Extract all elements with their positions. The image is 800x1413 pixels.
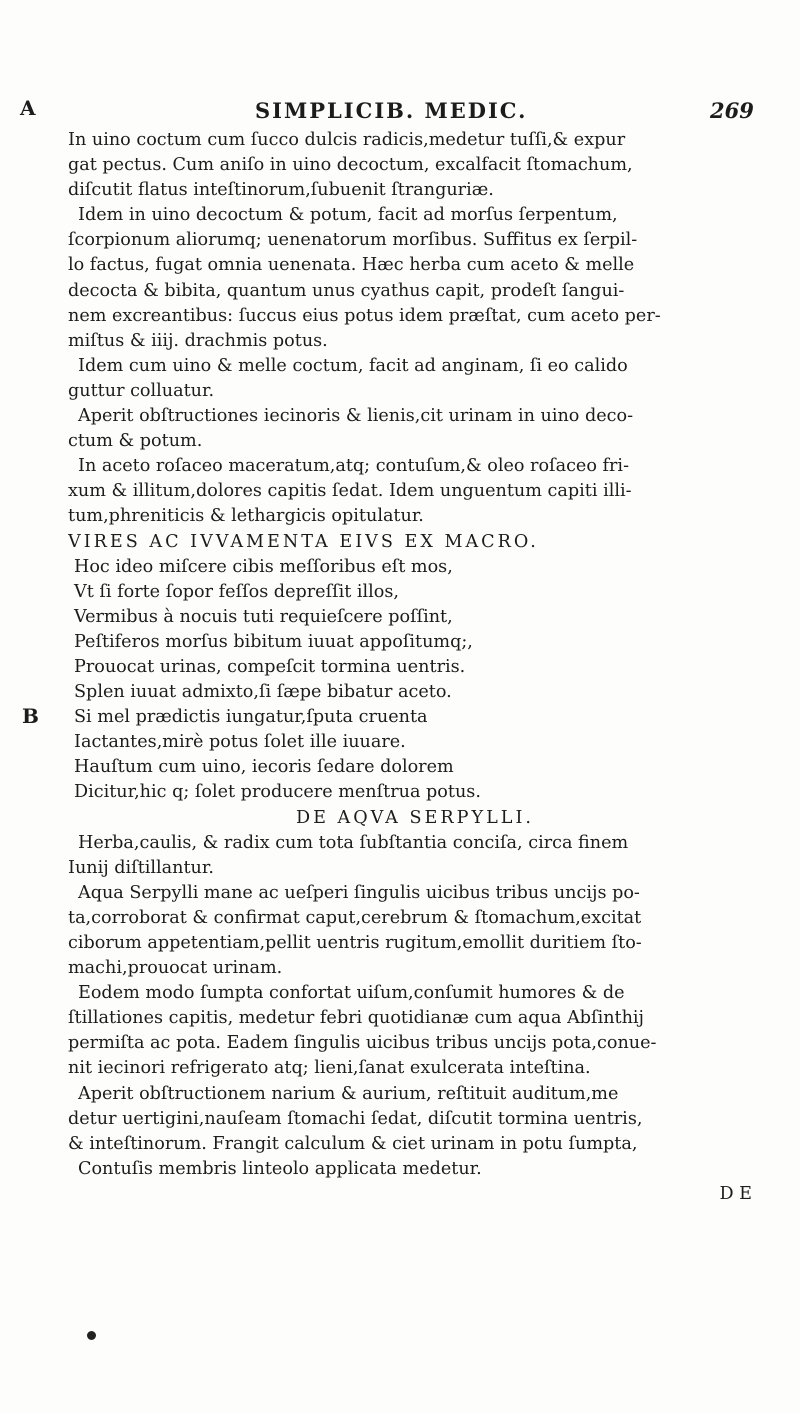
text-line: In aceto roſaceo maceratum,atq; contuſum,& oleo roſaceo fri- [78,456,630,477]
text-line: nem excreantibus: ſuccus eius potus idem præſtat, cum aceto per- [68,305,661,326]
text-line: ctum & potum. [68,431,203,452]
margin-marker-b: B [22,704,39,728]
catchword: D E [719,1183,752,1204]
text-line: Aqua Serpylli mane ac ueſperi ſingulis uicibus tribus uncijs po- [78,882,640,903]
margin-marker-a: A [20,96,36,120]
text-line: ciborum appetentiam,pellit uentris rugitum,emollit duritiem ſto- [68,933,642,953]
text-line: machi,prouocat urinam. [68,958,283,979]
page-number: 269 [710,98,754,123]
text-line: Contuſis membris linteolo applicata medetur. [78,1158,482,1179]
body-text [68,128,762,1207]
verse-line: Hoc ideo miſcere cibis meſſoribus eſt mos, [74,556,453,577]
text-line: ſcorpionum aliorumq; uenenatorum morſibus. Suffitus ex ſerpil- [68,230,638,251]
text-line: gat pectus. Cum aniſo in uino decoctum, excalfacit ſtomachum, [68,155,633,176]
text-line: Idem cum uino & melle coctum, facit ad anginam, ſi eo calido [78,355,628,376]
verse-line: Vt ſi forte ſopor feſſos depreſſit illos, [74,581,399,602]
text-line: nit iecinori refrigerato atq; lieni,ſanat exulcerata inteſtina. [68,1058,591,1079]
section-heading: DE AQVA SERPYLLI. [296,807,534,828]
text-line: diſcutit flatus inteſtinorum,ſubuenit ſtranguriæ. [68,180,494,201]
text-line: Aperit obſtructionem narium & aurium, reſtituit auditum,me [78,1083,619,1104]
text-line: Aperit obſtructiones iecinoris & lienis,cit urinam in uino deco- [78,406,634,427]
text-line: Herba,caulis, & radix cum tota ſubſtantia conciſa, circa finem [78,832,629,853]
text-line: lo factus, fugat omnia uenenata. Hæc herba cum aceto & melle [68,255,635,276]
text-line: Iunij diſtillantur. [68,857,214,878]
section-heading: VIRES AC IVVAMENTA EIVS EX MACRO. [68,531,539,552]
verse-line: Iactantes,mirè potus ſolet ille iuuare. [74,732,406,753]
text-line: Idem in uino decoctum & potum, facit ad morſus ſerpentum, [78,205,618,226]
text-line: ta,corroborat & confirmat caput,cerebrum & ſtomachum,excitat [68,907,642,928]
text-line: detur uertigini,nauſeam ſtomachi ſedat, diſcutit tormina uentris, [68,1108,643,1129]
text-line: miſtus & iiij. drachmis potus. [68,330,328,351]
text-line: xum & illitum,dolores capitis ſedat. Idem unguentum capiti illi- [68,481,632,502]
verse-line: Peſtiferos morſus bibitum iuuat appoſitumq;, [74,631,473,652]
verse-line: Splen iuuat admixto,ſi ſæpe bibatur aceto. [74,682,452,703]
ink-dot [87,1331,96,1340]
text-line: permiſta ac pota. Eadem ſingulis uicibus tribus uncijs pota,conue- [68,1033,657,1054]
verse-line: Hauſtum cum uino, iecoris ſedare dolorem [74,757,454,778]
verse-line: Dicitur,hic q; ſolet producere menſtrua potus. [74,782,481,803]
text-line: guttur colluatur. [68,380,215,401]
text-line: decocta & bibita, quantum unus cyathus capit, prodeſt ſangui- [68,280,625,301]
running-head-title: SIMPLICIB. MEDIC. [255,98,528,123]
verse-line: Prouocat urinas, compeſcit tormina uentris. [74,656,466,677]
text-line: & inteſtinorum. Frangit calculum & ciet urinam in potu ſumpta, [68,1133,638,1154]
text-line: ſtillationes capitis, medetur febri quotidianæ cum aqua Abſinthij [68,1008,645,1029]
text-line: In uino coctum cum ſucco dulcis radicis,medetur tuſſi,& expur [68,130,626,150]
running-head [0,98,800,128]
text-line: tum,phreniticis & lethargicis opitulatur. [68,506,424,527]
text-line: Eodem modo ſumpta confortat uiſum,conſumit humores & de [78,983,625,1004]
verse-line: Vermibus à nocuis tuti requieſcere poſſint, [74,606,453,627]
verse-line: Si mel prædictis iungatur,ſputa cruenta [74,707,428,728]
